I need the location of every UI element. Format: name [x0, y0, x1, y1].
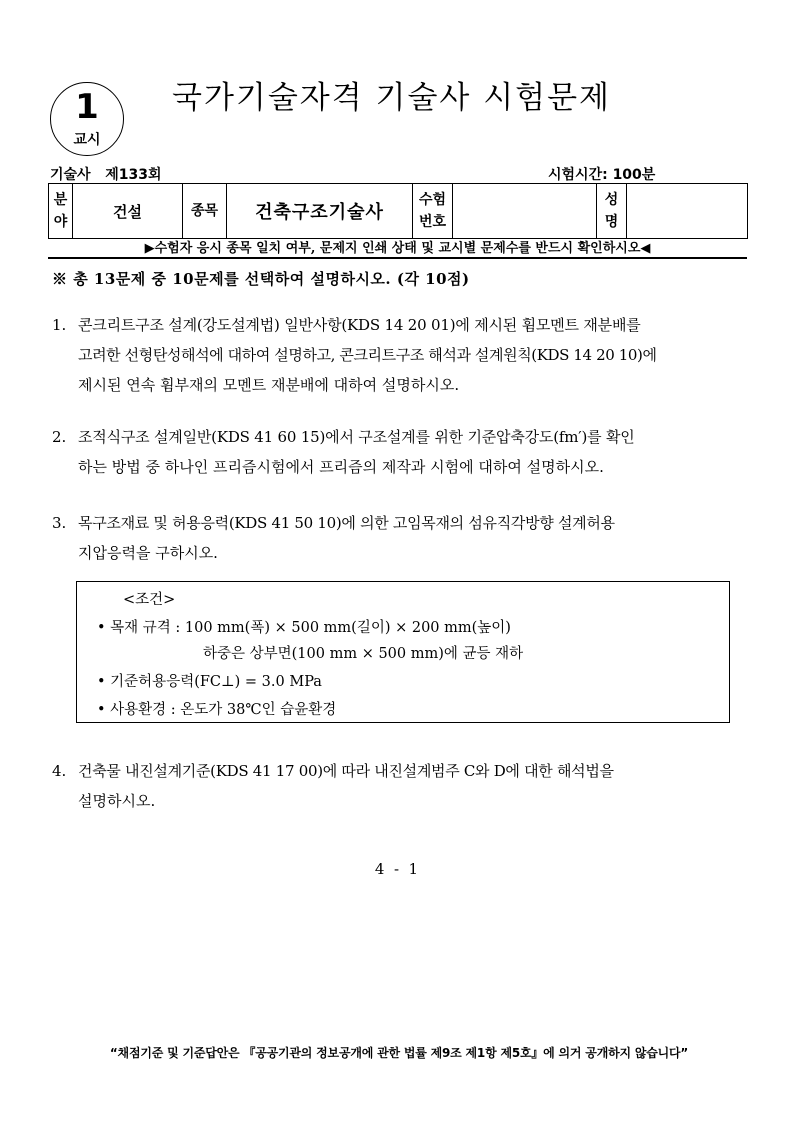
question-line: 고려한 선형탄성해석에 대하여 설명하고, 콘크리트구조 해석과 설계원칙(KDS 14 20 10)에: [78, 346, 657, 364]
question-line: 건축물 내진설계기준(KDS 41 17 00)에 따라 내진설계범주 C와 D에 대한 해석법을: [78, 762, 614, 780]
session-label: 교시: [73, 132, 101, 148]
question-line: 하는 방법 중 하나인 프리즘시험에서 프리즘의 제작과 시험에 대하여 설명하시오.: [78, 458, 604, 476]
session-number: 1: [75, 87, 99, 127]
conditions-title: <조건>: [123, 592, 176, 608]
question-line: 제시된 연속 휨부재의 모멘트 재분배에 대하여 설명하시오.: [78, 376, 460, 394]
question-line: 조적식구조 설계일반(KDS 41 60 15)에서 구조설계를 위한 기준압축강도(fm′)를 확인: [78, 428, 635, 446]
field-label: 분 야: [49, 184, 73, 239]
session-badge: [50, 82, 124, 156]
condition-spec: • 목재 규격 : 100 mm(폭) × 500 mm(길이) × 200 mm(높이): [97, 620, 511, 636]
exam-number-field[interactable]: [453, 184, 597, 239]
field-value: 건설: [73, 184, 183, 239]
job-value: 건축구조기술사: [227, 184, 413, 239]
question-number: 1.: [52, 316, 67, 334]
question-1: [52, 310, 657, 400]
candidate-notice: ▶수험자 응시 종목 일치 여부, 문제지 인쇄 상태 및 교시별 문제수를 반드시 확인하시오◀: [144, 241, 651, 256]
question-4: [52, 756, 614, 816]
job-label: 종목: [183, 184, 227, 239]
question-line: 콘크리트구조 설계(강도설계법) 일반사항(KDS 14 20 01)에 제시된 휨모멘트 재분배를: [78, 316, 641, 334]
exam-round: 기술사 제133회: [50, 167, 162, 183]
condition-load: 하중은 상부면(100 mm × 500 mm)에 균등 재하: [203, 646, 524, 662]
question-line: 지압응력을 구하시오.: [78, 544, 218, 562]
question-3: [52, 508, 615, 568]
divider: [48, 257, 747, 259]
exam-number-label: 수험 번호: [413, 184, 453, 239]
document-title: 국가기술자격 기술사 시험문제: [172, 80, 612, 116]
question-2: [52, 422, 635, 482]
candidate-info-table: [48, 183, 748, 239]
conditions-box: [76, 581, 730, 723]
name-field[interactable]: [627, 184, 748, 239]
question-number: 4.: [52, 762, 67, 780]
question-number: 3.: [52, 514, 67, 532]
page-number: 4 - 1: [374, 860, 419, 878]
footer-disclaimer: “채점기준 및 기준답안은 『공공기관의 정보공개에 관한 법률 제9조 제1항 제5호』에 의거 공개하지 않습니다”: [109, 1046, 689, 1060]
condition-environment: • 사용환경 : 온도가 38℃인 습윤환경: [97, 702, 337, 718]
instruction: ※ 총 13문제 중 10문제를 선택하여 설명하시오. (각 10점): [52, 270, 470, 288]
question-line: 목구조재료 및 허용응력(KDS 41 50 10)에 의한 고임목재의 섬유직각방향 설계허용: [78, 514, 615, 532]
question-line: 설명하시오.: [78, 792, 156, 810]
exam-time: 시험시간: 100분: [548, 167, 656, 183]
name-label: 성 명: [597, 184, 627, 239]
condition-stress: • 기준허용응력(FC⊥) = 3.0 MPa: [97, 674, 322, 690]
question-number: 2.: [52, 428, 67, 446]
